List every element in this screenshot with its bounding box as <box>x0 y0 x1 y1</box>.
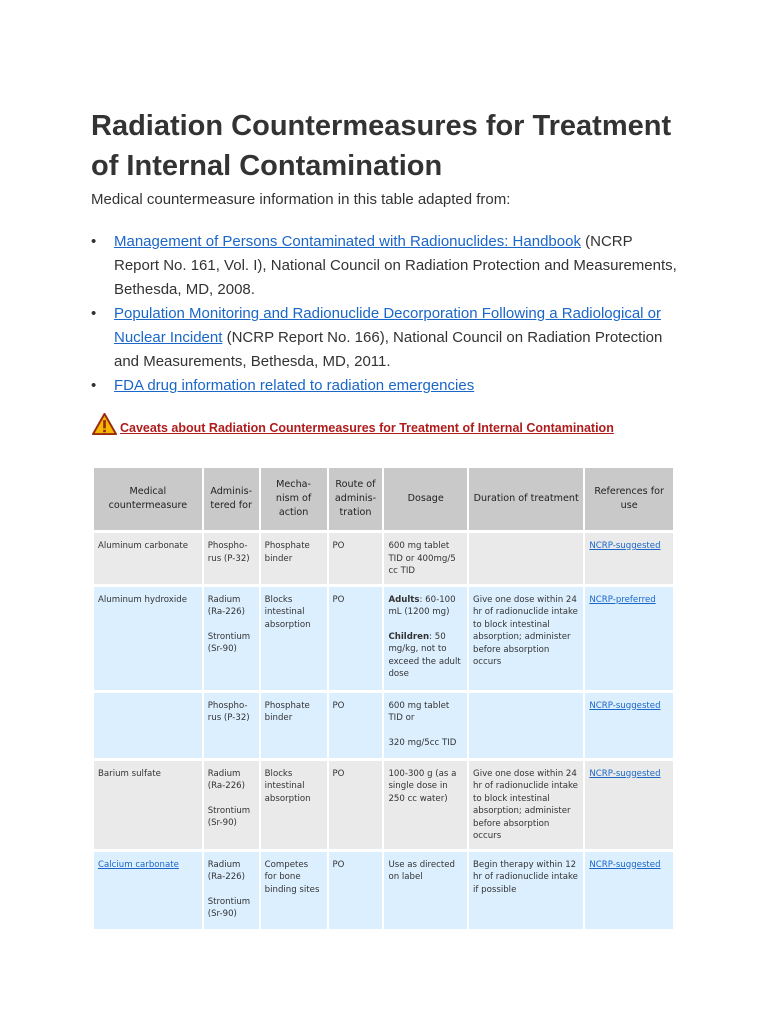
intro-text: Medical countermeasure information in this table adapted from: <box>91 191 511 208</box>
column-header: Mecha-nism of action <box>261 468 327 530</box>
duration-cell <box>469 530 583 584</box>
dosage-adults: : 60-100 mL (1200 mg) <box>388 594 456 617</box>
reference-link-fda[interactable]: FDA drug information related to radiation emergencies <box>114 377 475 394</box>
reference-cell <box>585 530 673 584</box>
route-cell: PO <box>329 584 383 690</box>
dosage-cell <box>384 584 467 690</box>
dosage-adults-label: Adults <box>388 594 420 605</box>
route-cell: PO <box>329 758 383 849</box>
countermeasure-link[interactable]: Calcium carbonate <box>98 859 179 870</box>
column-header: References for use <box>585 468 673 530</box>
duration-cell <box>469 690 583 758</box>
administered-cell: Phospho-rus (P-32) <box>204 690 259 758</box>
mechanism-cell: Phosphate binder <box>261 690 327 758</box>
administered-item: Strontium (Sr-90) <box>207 896 251 919</box>
bullet-icon: • <box>91 377 97 394</box>
reference-citation: (NCRP Report No. 166), National Council on Radiation Protection and Measurements, Bethesda, MD, 2011. <box>114 329 663 370</box>
table-row <box>94 849 673 929</box>
warning-icon <box>92 412 117 436</box>
administered-item: Strontium (Sr-90) <box>207 631 251 654</box>
mechanism-cell: Competes for bone binding sites <box>261 849 327 929</box>
dosage-children-label: Children <box>388 631 430 642</box>
reference-cell <box>585 584 673 690</box>
duration-cell: Begin therapy within 12 hr of radionuclide intake if possible <box>469 849 583 929</box>
reference-link[interactable]: NCRP-suggested <box>589 768 661 779</box>
administered-item: Radium (Ra-226) <box>207 768 245 791</box>
duration-cell: Give one dose within 24 hr of radionuclide intake to block intestinal absorption; administer before absorption occurs <box>469 584 583 690</box>
column-header: Medical countermeasure <box>94 468 202 530</box>
dosage-cell: 600 mg tablet TID or 400mg/5 cc TID <box>384 530 467 584</box>
countermeasure-cell: Barium sulfate <box>94 758 202 849</box>
dosage-item: 600 mg tablet TID or <box>388 700 450 723</box>
list-item <box>91 230 681 302</box>
administered-cell: Phospho-rus (P-32) <box>204 530 259 584</box>
reference-link[interactable]: NCRP-suggested <box>589 859 661 870</box>
column-header: Route of adminis-tration <box>329 468 383 530</box>
administered-item: Radium (Ra-226) <box>207 594 245 617</box>
table-row <box>94 530 673 584</box>
dosage-cell: Use as directed on label <box>384 849 467 929</box>
reference-citation: (NCRP Report No. 161, Vol. I), National Council on Radiation Protection and Measurements, Bethesda, MD, 2008. <box>114 233 677 298</box>
bullet-icon: • <box>91 305 97 322</box>
reference-cell <box>585 690 673 758</box>
reference-cell <box>585 849 673 929</box>
table-row <box>94 758 673 849</box>
countermeasure-cell <box>94 849 202 929</box>
dosage-cell: 100-300 g (as a single dose in 250 cc water) <box>384 758 467 849</box>
administered-cell <box>204 584 259 690</box>
list-item <box>91 374 681 398</box>
column-header: Dosage <box>384 468 467 530</box>
column-header: Duration of treatment <box>469 468 583 530</box>
countermeasure-table <box>92 468 675 929</box>
dosage-children: : 50 mg/kg, not to exceed the adult dose <box>388 631 461 679</box>
dosage-cell <box>384 690 467 758</box>
table-row <box>94 690 673 758</box>
route-cell: PO <box>329 530 383 584</box>
reference-cell <box>585 758 673 849</box>
countermeasure-cell <box>94 690 202 758</box>
reference-link-ncrp-166[interactable]: Population Monitoring and Radionuclide Decorporation Following a Radiological or Nuclear Incident <box>114 305 661 346</box>
countermeasure-cell: Aluminum hydroxide <box>94 584 202 690</box>
reference-link[interactable]: NCRP-suggested <box>589 700 661 711</box>
table-header-row <box>94 468 673 530</box>
list-item <box>91 302 681 374</box>
page-title: Radiation Countermeasures for Treatment of Internal Contamination <box>91 110 672 182</box>
countermeasure-cell: Aluminum carbonate <box>94 530 202 584</box>
bullet-icon: • <box>91 233 97 250</box>
route-cell: PO <box>329 849 383 929</box>
table-row <box>94 584 673 690</box>
dosage-item: 320 mg/5cc TID <box>388 737 457 748</box>
administered-cell <box>204 849 259 929</box>
duration-cell: Give one dose within 24 hr of radionuclide intake to block intestinal absorption; administer before absorption occurs <box>469 758 583 849</box>
mechanism-cell: Blocks intestinal absorption <box>261 758 327 849</box>
route-cell: PO <box>329 690 383 758</box>
mechanism-cell: Phosphate binder <box>261 530 327 584</box>
administered-item: Radium (Ra-226) <box>207 859 245 882</box>
reference-list <box>91 230 681 398</box>
reference-link-ncrp-161[interactable]: Management of Persons Contaminated with Radionuclides: Handbook <box>114 233 581 250</box>
caveat-link[interactable]: Caveats about Radiation Countermeasures for Treatment of Internal Contamination <box>120 421 614 435</box>
column-header: Adminis-tered for <box>204 468 259 530</box>
caveat-block <box>92 412 614 436</box>
reference-link[interactable]: NCRP-preferred <box>589 594 656 605</box>
reference-link[interactable]: NCRP-suggested <box>589 541 661 551</box>
administered-cell <box>204 758 259 849</box>
administered-item: Strontium (Sr-90) <box>207 805 251 828</box>
mechanism-cell: Blocks intestinal absorption <box>261 584 327 690</box>
